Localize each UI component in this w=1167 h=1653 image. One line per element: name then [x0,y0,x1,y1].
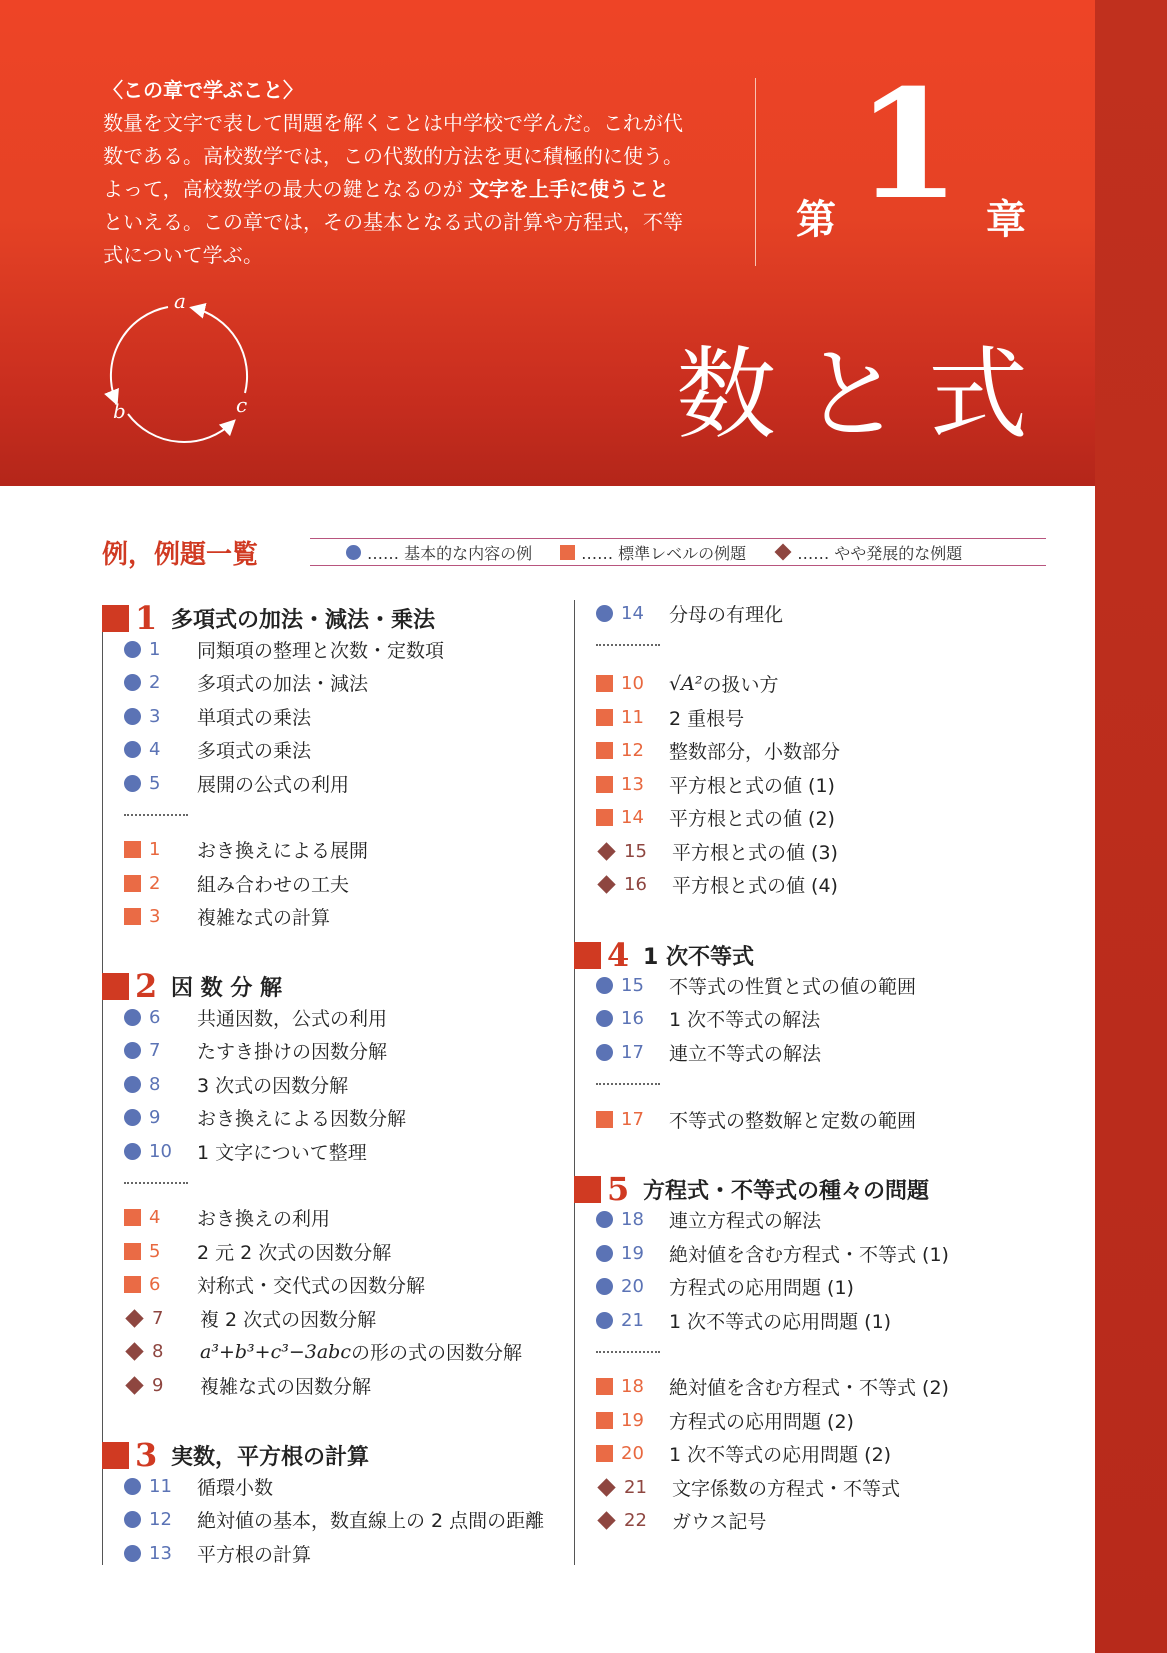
list-item[interactable]: 15 平方根と式の値 (3) [596,835,838,868]
circle-icon [346,545,361,560]
list-item[interactable]: 1 おき換えによる展開 [124,833,368,866]
section-title: 1 次不等式 [643,944,754,970]
section-square [102,1442,129,1469]
label-a: a [174,290,186,313]
section-square [102,973,129,1000]
chapter-suffix: 章 [986,196,1026,243]
list-item[interactable]: 10 1 文字について整理 [124,1135,367,1168]
list-item[interactable]: 5 2 元 2 次式の因数分解 [124,1235,391,1268]
list-item[interactable]: 10 √A² の扱い方 [596,667,778,700]
diamond-icon [597,875,615,893]
dotted-separator [124,814,188,816]
circle-icon [124,1042,141,1059]
circle-icon [124,1478,141,1495]
list-item[interactable]: 4 おき換えの利用 [124,1201,330,1234]
circle-icon [596,1044,613,1061]
square-icon [596,1378,613,1395]
circle-icon [596,1278,613,1295]
intro-text [103,74,713,272]
chapter-title: 数と式 [676,336,1054,453]
diamond-icon [597,842,615,860]
section-number: 5 [607,1170,630,1208]
square-icon [596,709,613,726]
circle-icon [124,674,141,691]
list-heading: 例，例題一覧 [102,540,259,570]
square-icon [560,545,575,560]
list-item[interactable]: 17 不等式の整数解と定数の範囲 [596,1103,916,1136]
square-icon [124,1209,141,1226]
square-icon [124,908,141,925]
arrow-a-to-b [111,307,168,402]
list-item[interactable]: 20 方程式の応用問題 (1) [596,1270,854,1303]
circle-icon [124,641,141,658]
section-heading [102,1436,369,1474]
list-item[interactable]: 6 対称式・交代式の因数分解 [124,1268,425,1301]
list-item[interactable]: 14 分母の有理化 [596,597,783,630]
diamond-icon [125,1309,143,1327]
circle-icon [124,741,141,758]
list-item[interactable]: 13 平方根の計算 [124,1537,311,1570]
section-square [102,605,129,632]
list-item[interactable]: 21 1 次不等式の応用問題 (1) [596,1304,891,1337]
section-title: 因 数 分 解 [171,975,282,1001]
legend-standard: …… 標準レベルの例題 [581,543,747,563]
list-item[interactable]: 12 絶対値の基本，数直線上の 2 点間の距離 [124,1503,544,1536]
list-item[interactable]: 16 1 次不等式の解法 [596,1002,820,1035]
square-icon [124,1276,141,1293]
list-item[interactable]: 11 循環小数 [124,1470,273,1503]
circle-icon [124,1545,141,1562]
header-divider [755,78,756,266]
diamond-icon [125,1376,143,1394]
dotted-separator [124,1182,188,1184]
intro-line: よって，高校数学の最大の鍵となるのが [103,177,469,201]
diamond-icon [125,1342,143,1360]
legend-advanced: …… やや発展的な例題 [797,543,963,563]
dotted-separator [596,1351,660,1353]
section-number: 1 [135,599,158,637]
arrow-b-to-c [128,414,233,442]
circle-icon [596,977,613,994]
section-title: 実数，平方根の計算 [171,1444,370,1470]
square-icon [596,742,613,759]
square-icon [596,809,613,826]
list-item[interactable]: 1 同類項の整理と次数・定数項 [124,633,444,666]
circle-icon [596,1010,613,1027]
circle-icon [124,1511,141,1528]
chapter-num: 1 [856,57,961,233]
list-item[interactable]: 12 整数部分，小数部分 [596,734,840,767]
list-item[interactable]: 7 複 2 次式の因数分解 [124,1302,376,1335]
list-item[interactable]: 15 不等式の性質と式の値の範囲 [596,969,916,1002]
circle-icon [124,1009,141,1026]
chapter-prefix: 第 [796,196,836,243]
arrow-c-to-a [193,308,247,393]
square-icon [596,1445,613,1462]
diamond-icon [597,1478,615,1496]
list-item[interactable]: 7 たすき掛けの因数分解 [124,1034,387,1067]
legend-basic: …… 基本的な内容の例 [367,543,533,563]
section-number: 3 [135,1436,158,1474]
square-icon [596,1111,613,1128]
legend [310,538,1046,566]
list-item[interactable]: 19 方程式の応用問題 (2) [596,1404,854,1437]
list-item[interactable]: 18 絶対値を含む方程式・不等式 (2) [596,1370,949,1403]
section-number: 4 [607,936,630,974]
circle-icon [596,605,613,622]
section-title: 多項式の加法・減法・乗法 [171,607,436,633]
list-item[interactable]: 8 a³+b³+c³−3abc の形の式の因数分解 [124,1335,522,1368]
list-item[interactable]: 2 多項式の加法・減法 [124,666,368,699]
section-square [574,942,601,969]
square-icon [124,1243,141,1260]
list-item[interactable]: 21 文字係数の方程式・不等式 [596,1471,900,1504]
intro-line: 数量を文字で表して問題を解くことは中学校で学んだ。これが代 [103,111,683,135]
list-item[interactable]: 20 1 次不等式の応用問題 (2) [596,1437,891,1470]
section-title: 方程式・不等式の種々の問題 [643,1178,930,1204]
section-square [574,1176,601,1203]
diamond-icon [597,1511,615,1529]
square-icon [124,841,141,858]
list-item[interactable]: 13 平方根と式の値 (1) [596,768,835,801]
circle-icon [124,1109,141,1126]
square-icon [596,776,613,793]
section-heading [102,967,282,1005]
circle-icon [596,1245,613,1262]
list-item[interactable]: 16 平方根と式の値 (4) [596,868,838,901]
intro-line: といえる。この章では，その基本となる式の計算や方程式，不等 [103,210,683,234]
intro-line: 数である。高校数学では，この代数的方法を更に積極的に使う。 [103,144,683,168]
formula: a³+b³+c³−3abc [200,1340,351,1363]
dotted-separator [596,1083,660,1085]
intro-line: 式について学ぶ。 [103,243,263,267]
list-item[interactable]: 8 3 次式の因数分解 [124,1068,348,1101]
list-item[interactable]: 3 複雑な式の計算 [124,900,330,933]
cycle-diagram [98,290,268,460]
diamond-icon [775,544,792,561]
list-item[interactable]: 22 ガウス記号 [596,1504,766,1537]
list-item[interactable]: 3 単項式の乗法 [124,700,311,733]
square-icon [596,675,613,692]
circle-icon [124,775,141,792]
list-item[interactable]: 17 連立不等式の解法 [596,1036,821,1069]
list-item[interactable]: 14 平方根と式の値 (2) [596,801,835,834]
list-item[interactable]: 2 組み合わせの工夫 [124,867,349,900]
list-item[interactable]: 6 共通因数，公式の利用 [124,1001,387,1034]
right-column-line [574,600,575,1565]
section-number: 2 [135,967,158,1005]
list-item[interactable]: 11 2 重根号 [596,701,744,734]
label-c: c [236,393,248,417]
intro-highlight: 文字を上手に使うこと [468,177,669,201]
chapter-header [0,0,1095,486]
list-item[interactable]: 19 絶対値を含む方程式・不等式 (1) [596,1237,949,1270]
list-item[interactable]: 18 連立方程式の解法 [596,1203,821,1236]
dotted-separator [596,644,660,646]
list-item[interactable]: 4 多項式の乗法 [124,733,311,766]
circle-icon [124,708,141,725]
list-item[interactable]: 9 おき換えによる因数分解 [124,1101,406,1134]
chapter-number [796,57,1046,243]
list-item[interactable]: 5 展開の公式の利用 [124,767,349,800]
circle-icon [596,1211,613,1228]
list-item[interactable]: 9 複雑な式の因数分解 [124,1369,371,1402]
intro-title: 〈この章で学ぶこと〉 [103,78,303,102]
circle-icon [124,1076,141,1093]
square-icon [124,875,141,892]
label-b: b [113,399,126,423]
circle-icon [596,1312,613,1329]
circle-icon [124,1143,141,1160]
square-icon [596,1412,613,1429]
side-bar [1095,0,1167,1653]
section-heading [102,599,435,637]
formula: √A² [669,672,703,695]
left-column-line [102,612,103,1565]
